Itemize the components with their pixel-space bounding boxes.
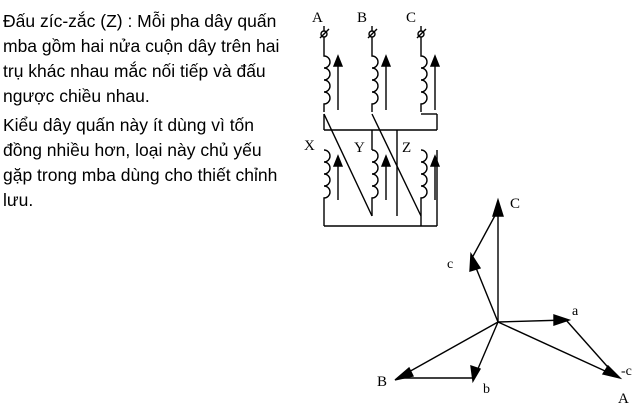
terminal-label-b: B (357, 10, 368, 26)
phasor-minus-c (566, 320, 614, 374)
phasor-label-a-lower: a (572, 304, 579, 319)
lower-coil-x (324, 150, 342, 226)
terminal-b (368, 26, 377, 50)
phasor-a (498, 322, 616, 376)
phasor-label-b-lower: b (483, 382, 490, 397)
phasor-label-minus-c: -c (621, 364, 632, 379)
paragraph-definition: Đấu zíc-zắc (Z) : Mỗi pha dây quấn mba gồm hai nửa cuộn dây trên hai trụ khác nhau mắc nối tiếp và đấu ngược chiều nhau. (3, 11, 287, 106)
phasor-label-c-lower: c (447, 257, 454, 272)
lower-coil-y (372, 150, 390, 216)
neutral-label-y: Y (354, 140, 365, 156)
phasor-half-b-head (471, 366, 480, 381)
terminal-a (320, 26, 329, 50)
upper-coil-b (372, 50, 390, 112)
neutral-label-z: Z (402, 140, 412, 156)
phasor-half-c-head (470, 254, 480, 271)
paragraph-usage: Kiểu dây quấn này ít dùng vì tốn đồng nhiều hơn, loại này chủ yếu gặp trong mba dùng cho thiết chỉnh lưu. (3, 115, 283, 210)
upper-coil-a (324, 50, 342, 112)
neutral-label-x: X (304, 138, 315, 154)
terminal-c (417, 26, 426, 50)
phasor-half-c-link (472, 210, 498, 258)
phasor-diagram (377, 196, 632, 407)
phasor-label-c-upper: C (510, 196, 521, 212)
phasor-label-a-upper: A (618, 391, 629, 407)
terminal-label-c: C (406, 10, 417, 26)
winding-diagram (304, 10, 439, 226)
phasor-label-b-upper: B (377, 374, 388, 390)
phasor-b (398, 322, 498, 378)
terminal-label-a: A (312, 10, 323, 26)
upper-coil-c (421, 50, 439, 112)
phasor-c-head (493, 200, 503, 216)
